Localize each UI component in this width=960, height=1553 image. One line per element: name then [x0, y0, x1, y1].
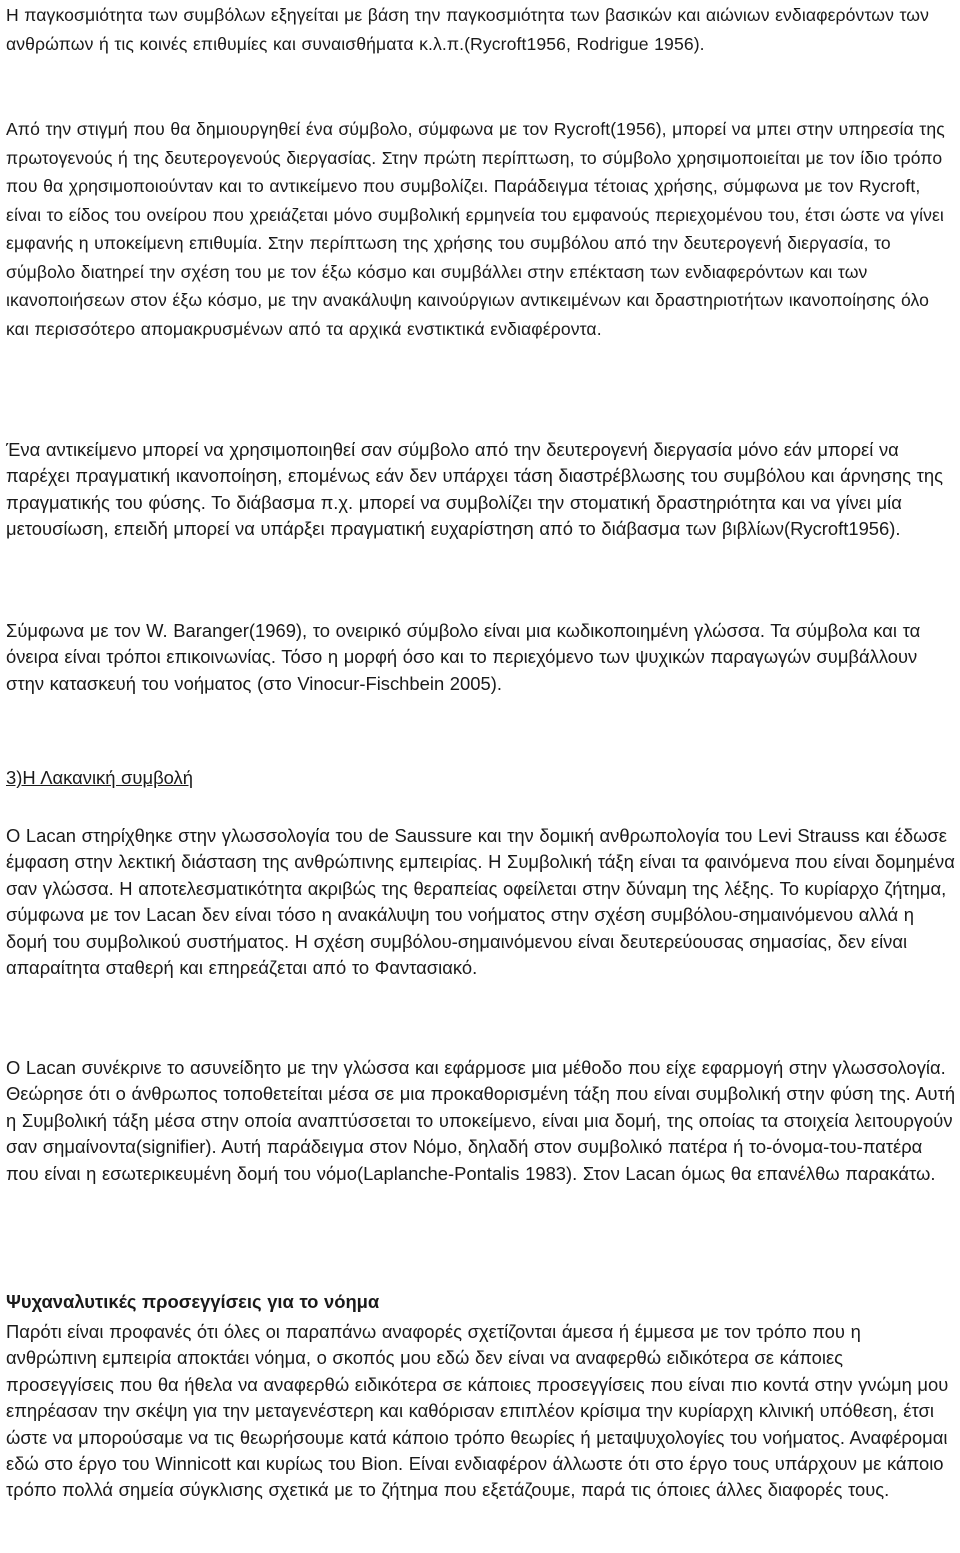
paragraph-psychoanalytic-meaning: Παρότι είναι προφανές ότι όλες οι παραπάνω αναφορές σχετίζονται άμεσα ή έμμεσα με τον τρόπο που η ανθρώπινη εμπειρία αποκτάει νόημα, ο σκοπός μου εδώ δεν είναι να αναφερθώ ειδικότερα σε κάποιες προσεγγίσεις που θα ήθελα να αναφερθώ ειδικότερα σε κάποιες προσεγγίσεις που είναι πιο κοντά στην γνώμη μου επηρέασαν την σκέψη για την μεταγενέστερη και καθόρισαν επιπλέον κρίσιμα την κυρίαρχη κλινική υπόθεση, έτσι ώστε να μπορούσαμε να τις θεωρήσουμε κατά κάποιο τρόπο θεωρίες ή μεταψυχολογίες του νοήματος. Αναφέρομαι εδώ στο έργο του Winnicott και κυρίως του Bion. Είναι ενδιαφέρον άλλωστε ότι στο έργο τους υπάρχουν με κάποιο τρόπο πολλά σημεία σύγκλισης σχετικά με το ζήτημα που εξετάζουμε, παρά τις όποιες άλλες διαφορές τους.	[6, 1321, 949, 1501]
section-heading-lacan: 3)Η Λακανική συμβολή	[6, 767, 193, 788]
paragraph-universality: Η παγκοσμιότητα των συμβόλων εξηγείται με βάση την παγκοσμιότητα των βασικών και αιώνιων ενδιαφερόντων των ανθρώπων ή τις κοινές επιθυμίες και συναισθήματα κ.λ.π.(Rycroft1956, Rodrigue 1956).	[6, 5, 929, 54]
paragraph-lacan-saussure: Ο Lacan στηρίχθηκε στην γλωσσολογία του de Saussure και την δομική ανθρωπολογία του Levi Strauss και έδωσε έμφαση στην λεκτική διάσταση της ανθρώπινης εμπειρίας. Η Συμβολική τάξη είναι τα φαινόμενα που είναι δομημένα σαν γλώσσα. Η αποτελεσματικότητα ακριβώς της θεραπείας οφείλεται στην δύναμη της λέξης. Το κυρίαρχο ζήτημα, σύμφωνα με τον Lacan δεν είναι τόσο η ανακάλυψη του νοήματος στην σχέση συμβόλου-σημαινόμενου αλλά η δομή του συμβολικού συστήματος. Η σχέση συμβόλου-σημαινόμενου είναι δευτερεύουσας σημασίας, δεν είναι απαραίτητα σταθερή και επηρεάζεται από το Φαντασιακό.	[6, 825, 955, 979]
paragraph-baranger: Σύμφωνα με τον W. Baranger(1969), το ονειρικό σύμβολο είναι μια κωδικοποιημένη γλώσσα. Τα σύμβολα και τα όνειρα είναι τρόποι επικοινωνίας. Τόσο η μορφή όσο και το περιεχόμενο των ψυχικών παραγωγών συμβάλλουν στην κατασκευή του νοήματος (στο Vinocur-Fischbein 2005).	[6, 620, 921, 694]
paragraph-secondary-process-object: Ένα αντικείμενο μπορεί να χρησιμοποιηθεί σαν σύμβολο από την δευτερογενή διεργασία μόνο εάν μπορεί να παρέχει πραγματική ικανοποίηση, επομένως εάν δεν υπάρχει τάση διαστρέβλωσης του συμβόλου και άρνησης της πραγματικής του φύσης. Το διάβασμα π.χ. μπορεί να συμβολίζει την στοματική δραστηριότητα και να γίνει μία μετουσίωση, επειδή μπορεί να υπάρξει πραγματική ευχαρίστηση από το διάβασμα των βιβλίων(Rycroft1956).	[6, 439, 944, 540]
paragraph-lacan-unconscious: Ο Lacan συνέκρινε το ασυνείδητο με την γλώσσα και εφάρμοσε μια μέθοδο που είχε εφαρμογή στην γλωσσολογία. Θεώρησε ότι ο άνθρωπος τοποθετείται μέσα σε μια προκαθορισμένη τάξη που είναι συμβολική στην φύση της. Αυτή η Συμβολική τάξη μέσα στην οποία αναπτύσσεται το υποκείμενο, είναι μια δομή, της οποίας τα στοιχεία λειτουργούν σαν σημαίνοντα(signifier). Αυτή παράδειγμα στον Νόμο, δηλαδή στον συμβολικό πατέρα ή το-όνομα-του-πατέρα που είναι η εσωτερικευμένη δομή του νόμο(Laplanche-Pontalis 1983). Στον Lacan όμως θα επανέλθω παρακάτω.	[6, 1057, 956, 1184]
paragraph-rycroft-processes: Από την στιγμή που θα δημιουργηθεί ένα σύμβολο, σύμφωνα με τον Rycroft(1956), μπορεί να μπει στην υπηρεσία της πρωτογενούς ή της δευτερογενούς διεργασίας. Στην πρώτη περίπτωση, το σύμβολο χρησιμοποιείται με τον ίδιο τρόπο που θα χρησιμοποιούνταν και το αντικείμενο που συμβολίζει. Παράδειγμα τέτοιας χρήσης, σύμφωνα με τον Rycroft, είναι το είδος του ονείρου που χρειάζεται μόνο συμβολική ερμηνεία του εμφανούς περιεχομένου του, έτσι ώστε να γίνει εμφανής η υποκείμενη επιθυμία. Στην περίπτωση της χρήσης του συμβόλου από την δευτερογενή διεργασία, το σύμβολο διατηρεί την σχέση του με τον έξω κόσμο και συμβάλλει στην επέκταση των ενδιαφερόντων και των ικανοποιήσεων στον έξω κόσμο, με την ανακάλυψη καινούργιων αντικειμένων και δραστηριοτήτων ικανοποίησης όλο και περισσότερο απομακρυσμένων από τα αρχικά ενστικτικά ενδιαφέροντα.	[6, 119, 945, 339]
section-heading-meaning: Ψυχαναλυτικές προσεγγίσεις για το νόημα	[6, 1291, 380, 1312]
